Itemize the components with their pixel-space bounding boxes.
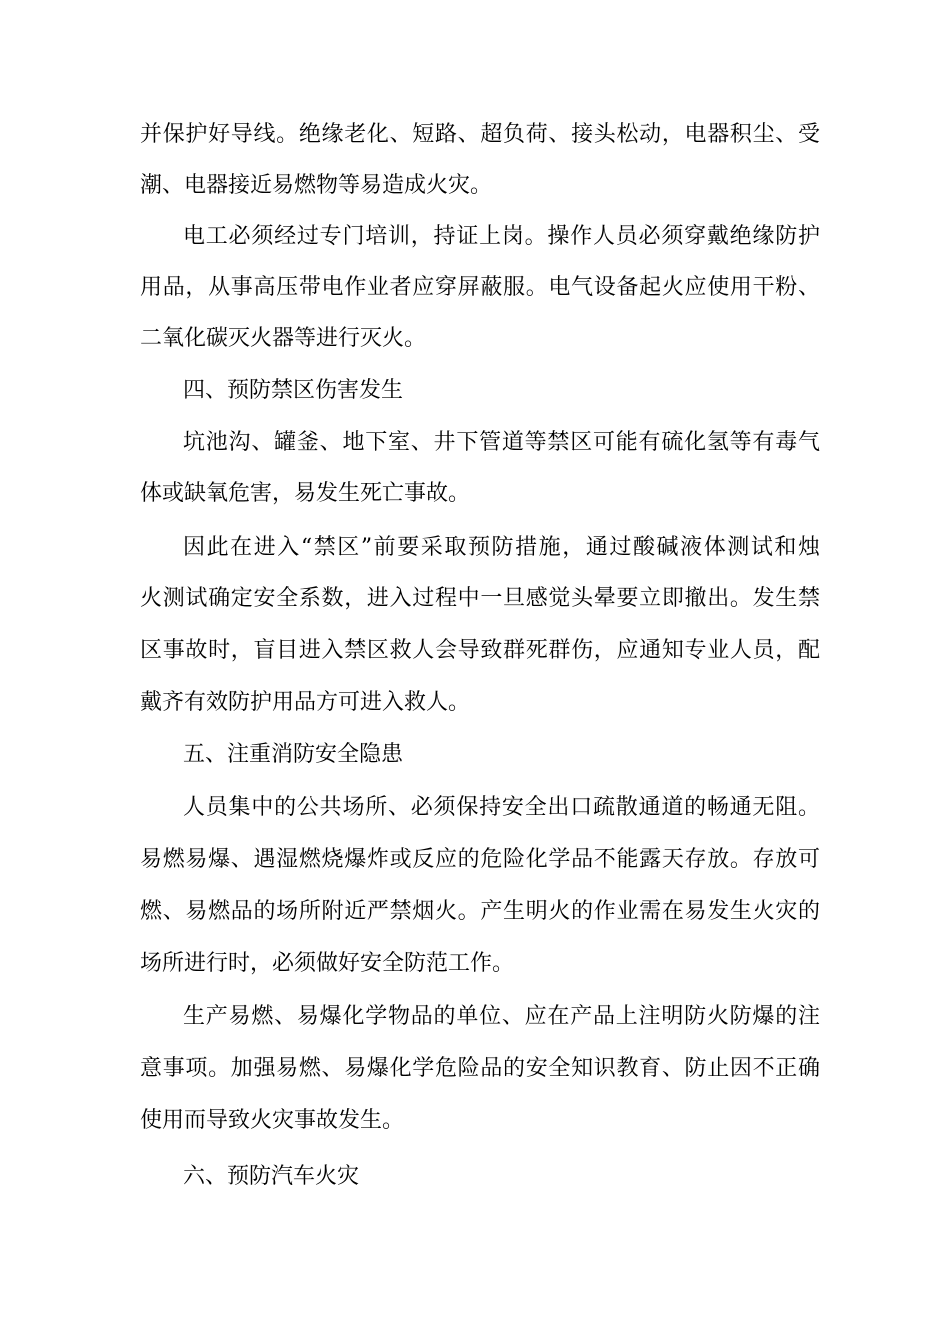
paragraph-line: 场所进行时，必须做好安全防范工作。 <box>140 951 515 976</box>
paragraph-line: 二氧化碳灭火器等进行灭火。 <box>140 326 427 351</box>
paragraph-line: 火测试确定安全系数，进入过程中一旦感觉头晕要立即撤出。发生禁 <box>140 586 820 611</box>
section-heading: 六、预防汽车火灾 <box>183 1164 360 1189</box>
paragraph-line: 戴齐有效防护用品方可进入救人。 <box>140 690 471 715</box>
paragraph-line: 用品，从事高压带电作业者应穿屏蔽服。电气设备起火应使用干粉、 <box>140 275 820 300</box>
paragraph-line: 使用而导致火灾事故发生。 <box>140 1108 405 1133</box>
paragraph-line: 区事故时，盲目进入禁区救人会导致群死群伤，应通知专业人员，配 <box>140 638 820 663</box>
paragraph-line: 体或缺氧危害，易发生死亡事故。 <box>140 481 471 506</box>
paragraph-line: 电工必须经过专门培训，持证上岗。操作人员必须穿戴绝缘防护 <box>183 224 820 249</box>
paragraph-line: 生产易燃、易爆化学物品的单位、应在产品上注明防火防爆的注 <box>183 1004 820 1029</box>
paragraph-line: 潮、电器接近易燃物等易造成火灾。 <box>140 173 493 198</box>
paragraph-line: 燃、易燃品的场所附近严禁烟火。产生明火的作业需在易发生火灾的 <box>140 899 820 924</box>
paragraph-line: 易燃易爆、遇湿燃烧爆炸或反应的危险化学品不能露天存放。存放可 <box>140 847 820 872</box>
paragraph-line: 人员集中的公共场所、必须保持安全出口疏散通道的畅通无阻。 <box>183 795 820 820</box>
paragraph-line: 并保护好导线。绝缘老化、短路、超负荷、接头松动，电器积尘、受 <box>140 122 820 147</box>
section-heading: 五、注重消防安全隐患 <box>183 742 404 767</box>
paragraph-line: 因此在进入“禁区”前要采取预防措施，通过酸碱液体测试和烛 <box>183 535 820 560</box>
section-heading: 四、预防禁区伤害发生 <box>183 378 404 403</box>
paragraph-line: 意事项。加强易燃、易爆化学危险品的安全知识教育、防止因不正确 <box>140 1056 820 1081</box>
paragraph-line: 坑池沟、罐釜、地下室、井下管道等禁区可能有硫化氢等有毒气 <box>183 430 820 455</box>
